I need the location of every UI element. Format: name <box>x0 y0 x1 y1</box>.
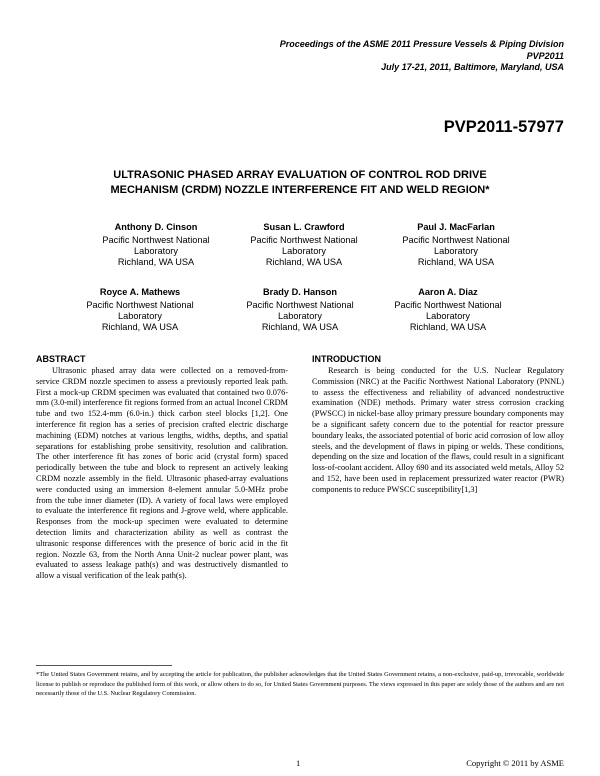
abstract-section <box>36 354 288 582</box>
author-block <box>224 222 384 268</box>
title-line-2: MECHANISM (CRDM) NOZZLE INTERFERENCE FIT AND WELD REGION* <box>110 184 490 196</box>
paper-id: PVP2011-57977 <box>443 118 564 136</box>
author-affiliation: Laboratory <box>118 311 162 321</box>
author-affiliation: Laboratory <box>426 311 470 321</box>
introduction-text: Research is being conducted for the U.S. Nuclear Regulatory Commission (NRC) at the Pacific Northwest National Laboratory (PNNL) to assess the effectiveness and reliability of advanced nondestructive examination (NDE) methods. Primary water stress corrosion cracking (PWSCC) in nickel-base alloy primary pressure boundary components may be a significant safety concern due to the potential for reactor pressure boundary leaks, the associated potential of boric acid corrosion of low alloy steels, and the development of flaws in piping or welds. These conditions, depending on the size and location of the flaws, could result in a significant loss-of-coolant accident. Alloy 690 and its associated weld metals, Alloy 52 and 152, have been used in replacement pressurized water reactor (PWR) components to reduce PWSCC susceptibility[1,3] <box>312 366 564 494</box>
conference-date-location: July 17-21, 2011, Baltimore, Maryland, USA <box>381 62 564 72</box>
author-location: Richland, WA USA <box>409 322 487 332</box>
author-affiliation: Pacific Northwest National <box>250 235 358 245</box>
abstract-text: Ultrasonic phased array data were collected on a removed-from-service CRDM nozzle specimen to assess a previously reported leak path. First a mock-up CRDM specimen was evaluated that contained two 0.076-mm (3.0-mil) interference fit regions formed from an actual Inconel CRDM tube and two 152.4-mm (6.0-in.) thick carbon steel blocks [1,2]. One interference fit region has a series of precision crafted electric discharge machining (EDM) notches at various lengths, widths, depths, and spatial separations for establishing probe sensitivity, resolution and calibration. The other interference fit has zones of boric acid (crystal form) spaced periodically between the tube and block to represent an actively leaking CRDM nozzle assembly in the field. Ultrasonic phased-array evaluations were conducted using an immersion 8-element annular 5.0-MHz probe from the tube inner diameter (ID). A variety of focal laws were employed to evaluate the interference fit regions and J-grove weld, where applicable. Responses from the mock-up specimen were evaluated to determine detection limits and characterization ability as well as contrast the ultrasonic response differences with the presence of boric acid in the fit region. Nozzle 63, from the North Anna Unit-2 nuclear power plant, was evaluated to assess leakage path(s) and was destructively dismantled to allow a visual verification of the leak path(s). <box>36 366 288 581</box>
abstract-heading: ABSTRACT <box>36 354 86 364</box>
paper-title <box>60 168 540 198</box>
introduction-heading: INTRODUCTION <box>312 354 381 364</box>
author-affiliation: Pacific Northwest National <box>86 300 194 310</box>
footnote-divider <box>36 665 172 666</box>
title-line-1: ULTRASONIC PHASED ARRAY EVALUATION OF CONTROL ROD DRIVE <box>113 169 487 181</box>
footnote: *The United States Government retains, and by accepting the article for publication, the publisher acknowledges that the United States Government retains, a non-exclusive, paid-up, irrevocable, worldwide license to publish or reproduce the published form of this work, or allow others to do so, for United States Government purposes. The views expressed in this paper are solely those of the authors and are not necessarily those of the U.S. Nuclear Regulatory Commission. <box>36 671 564 697</box>
introduction-section <box>312 354 564 496</box>
author-block <box>220 287 380 333</box>
author-affiliation: Laboratory <box>282 246 326 256</box>
author-name: Susan L. Crawford <box>263 222 345 232</box>
author-location: Richland, WA USA <box>265 257 343 267</box>
author-block <box>60 287 220 333</box>
author-block <box>368 287 528 333</box>
author-location: Richland, WA USA <box>417 257 495 267</box>
author-affiliation: Pacific Northwest National <box>246 300 354 310</box>
author-affiliation: Pacific Northwest National <box>394 300 502 310</box>
author-name: Royce A. Mathews <box>99 287 181 297</box>
author-name: Paul J. MacFarlan <box>417 222 495 232</box>
author-affiliation: Pacific Northwest National <box>102 235 210 245</box>
author-name: Brady D. Hanson <box>262 287 338 297</box>
author-location: Richland, WA USA <box>117 257 195 267</box>
copyright: Copyright © 2011 by ASME <box>466 758 564 768</box>
author-name: Anthony D. Cinson <box>114 222 198 232</box>
page-number: 1 <box>296 758 301 768</box>
author-name: Aaron A. Diaz <box>418 287 478 297</box>
author-affiliation: Laboratory <box>278 311 322 321</box>
author-block <box>76 222 236 268</box>
author-affiliation: Laboratory <box>434 246 478 256</box>
author-affiliation: Pacific Northwest National <box>402 235 510 245</box>
author-affiliation: Laboratory <box>134 246 178 256</box>
conference-code: PVP2011 <box>526 50 564 61</box>
proceedings-title: Proceedings of the ASME 2011 Pressure Vessels & Piping Division <box>279 39 564 49</box>
author-block <box>376 222 536 268</box>
author-location: Richland, WA USA <box>101 322 179 332</box>
proceedings-header <box>280 39 564 74</box>
author-location: Richland, WA USA <box>261 322 339 332</box>
